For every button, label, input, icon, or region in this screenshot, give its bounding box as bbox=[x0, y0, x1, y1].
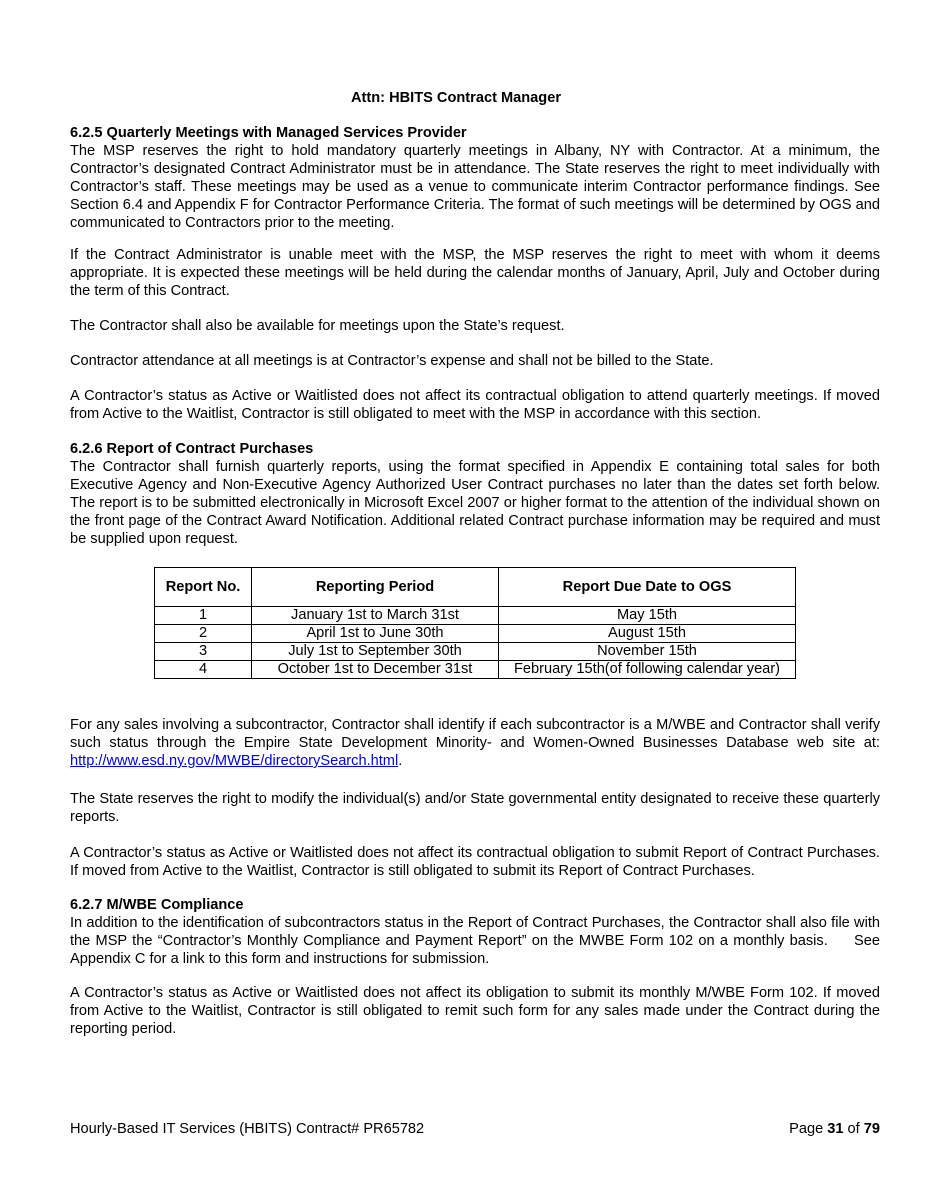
table-cell: January 1st to March 31st bbox=[252, 607, 499, 625]
table-row bbox=[155, 625, 796, 643]
paragraph-block bbox=[70, 790, 880, 826]
paragraph: The State reserves the right to modify the individual(s) and/or State governmental entity designated to receive these quarterly reports. bbox=[70, 791, 880, 825]
paragraph-block bbox=[70, 317, 880, 335]
column-header: Reporting Period bbox=[252, 568, 499, 607]
paragraph: A Contractor’s status as Active or Waitlisted does not affect its contractual obligation to attend quarterly meetings. If moved from Active to the Waitlist, Contractor is still obligated to meet with the MSP in accordance with this section. bbox=[70, 388, 880, 422]
table-cell: October 1st to December 31st bbox=[252, 661, 499, 679]
table-cell: 4 bbox=[155, 661, 252, 679]
table-cell: 1 bbox=[155, 607, 252, 625]
table-row bbox=[155, 661, 796, 679]
paragraph: A Contractor’s status as Active or Waitlisted does not affect its obligation to submit its monthly M/WBE Form 102. If moved from Active to the Waitlist, Contractor is still obligated to remit such form for any sales made under the Contract during the reporting period. bbox=[70, 985, 880, 1037]
table-cell: February 15th(of following calendar year) bbox=[499, 661, 796, 679]
column-header: Report No. bbox=[155, 568, 252, 607]
page-of: of bbox=[843, 1121, 864, 1137]
paragraph-block bbox=[70, 387, 880, 423]
report-schedule-table bbox=[154, 567, 796, 679]
table-header-row bbox=[155, 568, 796, 607]
paragraph bbox=[70, 716, 880, 770]
link-suffix: . bbox=[398, 753, 403, 769]
attn-line: Attn: HBITS Contract Manager bbox=[351, 90, 561, 106]
paragraph-block bbox=[70, 352, 880, 370]
table-cell: August 15th bbox=[499, 625, 796, 643]
section-heading: 6.2.7 M/WBE Compliance bbox=[70, 897, 244, 913]
table-row bbox=[155, 607, 796, 625]
paragraph: The Contractor shall also be available for meetings upon the State’s request. bbox=[70, 318, 565, 334]
table-cell: July 1st to September 30th bbox=[252, 643, 499, 661]
subcontractor-text: For any sales involving a subcontractor, Contractor shall identify if each subcontractor is a M/WBE and Contractor shall verify such status through the Empire State Development Minority- and Women-Owned Businesses Database web site at: bbox=[70, 717, 880, 751]
table-cell: May 15th bbox=[499, 607, 796, 625]
paragraph: In addition to the identification of subcontractors status in the Report of Contract Purchases, the Contractor shall also file with the MSP the “Contractor’s Monthly Compliance and Payment Report” on the MWBE Form 102 on a monthly basis. See Appendix C for a link to this form and instructions for submission. bbox=[70, 915, 885, 967]
table-row bbox=[155, 643, 796, 661]
section-6-2-7 bbox=[70, 896, 885, 968]
paragraph: A Contractor’s status as Active or Waitlisted does not affect its contractual obligation to submit Report of Contract Purchases. If moved from Active to the Waitlist, Contractor is still obligated to submit its Report of Contract Purchases. bbox=[70, 845, 880, 879]
paragraph: If the Contract Administrator is unable meet with the MSP, the MSP reserves the right to meet with whom it deems appropriate. It is expected these meetings will be held during the calendar months of January, April, July and October during the term of this Contract. bbox=[70, 247, 880, 299]
section-heading: 6.2.5 Quarterly Meetings with Managed Services Provider bbox=[70, 125, 467, 141]
paragraph-block bbox=[70, 246, 880, 300]
page-prefix: Page bbox=[789, 1121, 828, 1137]
table-cell: April 1st to June 30th bbox=[252, 625, 499, 643]
mwbe-directory-link[interactable]: http://www.esd.ny.gov/MWBE/directorySearch.html bbox=[70, 753, 399, 769]
total-pages: 79 bbox=[863, 1121, 880, 1137]
paragraph-block bbox=[70, 844, 880, 880]
paragraph-block bbox=[70, 716, 880, 770]
current-page: 31 bbox=[827, 1121, 844, 1137]
page-number bbox=[789, 1120, 880, 1138]
section-6-2-6 bbox=[70, 440, 880, 548]
table-cell: 3 bbox=[155, 643, 252, 661]
paragraph: The Contractor shall furnish quarterly reports, using the format specified in Appendix E containing total sales for both Executive Agency and Non-Executive Agency Authorized User Contract purchases no later than the dates set forth below. The report is to be submitted electronically in Microsoft Excel 2007 or higher format to the attention of the individual shown on the front page of the Contract Award Notification. Additional related Contract purchase information may be required and must be supplied upon request. bbox=[70, 459, 880, 547]
paragraph: The MSP reserves the right to hold mandatory quarterly meetings in Albany, NY with Contractor. At a minimum, the Contractor’s designated Contract Administrator must be in attendance. The State reserves the right to meet individually with Contractor’s staff. These meetings may be used as a venue to communicate interim Contractor performance findings. See Section 6.4 and Appendix F for Contractor Performance Criteria. The format of such meetings will be determined by OGS and communicated to Contractors prior to the meeting. bbox=[70, 143, 880, 231]
section-6-2-5 bbox=[70, 124, 880, 232]
table-cell: November 15th bbox=[499, 643, 796, 661]
page-footer bbox=[70, 1120, 880, 1138]
paragraph: Contractor attendance at all meetings is at Contractor’s expense and shall not be billed to the State. bbox=[70, 353, 714, 369]
paragraph-block bbox=[70, 984, 880, 1038]
footer-contract-title: Hourly-Based IT Services (HBITS) Contract# PR65782 bbox=[70, 1121, 425, 1137]
section-heading: 6.2.6 Report of Contract Purchases bbox=[70, 441, 314, 457]
table-cell: 2 bbox=[155, 625, 252, 643]
column-header: Report Due Date to OGS bbox=[499, 568, 796, 607]
